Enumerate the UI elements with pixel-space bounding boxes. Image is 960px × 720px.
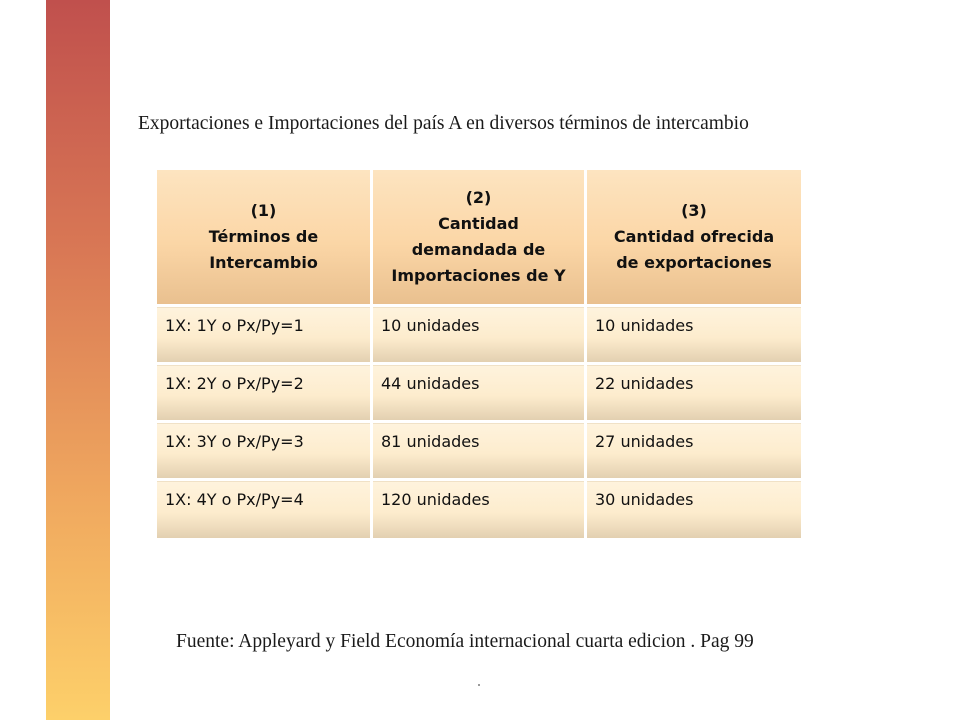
- header-col-2: [372, 170, 586, 306]
- table-header-row: [157, 170, 801, 306]
- table-row: [157, 422, 801, 480]
- cell-exports-offered: 10 unidades: [586, 306, 802, 364]
- header-text-line: Importaciones de Y: [391, 266, 566, 285]
- header-col-3: [586, 170, 802, 306]
- header-text-line: Términos de: [208, 227, 319, 246]
- cell-exports-offered: 30 unidades: [586, 480, 802, 538]
- cell-terms: 1X: 4Y o Px/Py=4: [157, 480, 372, 538]
- cell-terms: 1X: 2Y o Px/Py=2: [157, 364, 372, 422]
- cell-imports-demanded: 44 unidades: [372, 364, 586, 422]
- side-accent-bar: [46, 0, 110, 720]
- table-row: [157, 306, 801, 364]
- table-row: [157, 364, 801, 422]
- header-text-line: Cantidad ofrecida: [613, 227, 775, 246]
- table-row: [157, 480, 801, 538]
- header-number: (3): [681, 201, 707, 220]
- cell-imports-demanded: 10 unidades: [372, 306, 586, 364]
- cell-exports-offered: 27 unidades: [586, 422, 802, 480]
- header-text-line: de exportaciones: [616, 253, 772, 272]
- header-text-line: demandada de: [411, 240, 546, 259]
- cell-terms: 1X: 1Y o Px/Py=1: [157, 306, 372, 364]
- cell-imports-demanded: 81 unidades: [372, 422, 586, 480]
- stray-dot: [478, 684, 480, 686]
- cell-exports-offered: 22 unidades: [586, 364, 802, 422]
- source-citation: Fuente: Appleyard y Field Economía internacional cuarta edicion . Pag 99: [176, 631, 754, 652]
- slide-title: Exportaciones e Importaciones del país A en diversos términos de intercambio: [138, 113, 749, 134]
- cell-terms: 1X: 3Y o Px/Py=3: [157, 422, 372, 480]
- cell-imports-demanded: 120 unidades: [372, 480, 586, 538]
- header-number: (1): [250, 201, 277, 220]
- header-number: (2): [465, 188, 492, 207]
- header-col-1: [157, 170, 372, 306]
- header-text-line: Intercambio: [209, 253, 318, 272]
- header-text-line: Cantidad: [438, 214, 519, 233]
- trade-terms-table: [157, 170, 801, 538]
